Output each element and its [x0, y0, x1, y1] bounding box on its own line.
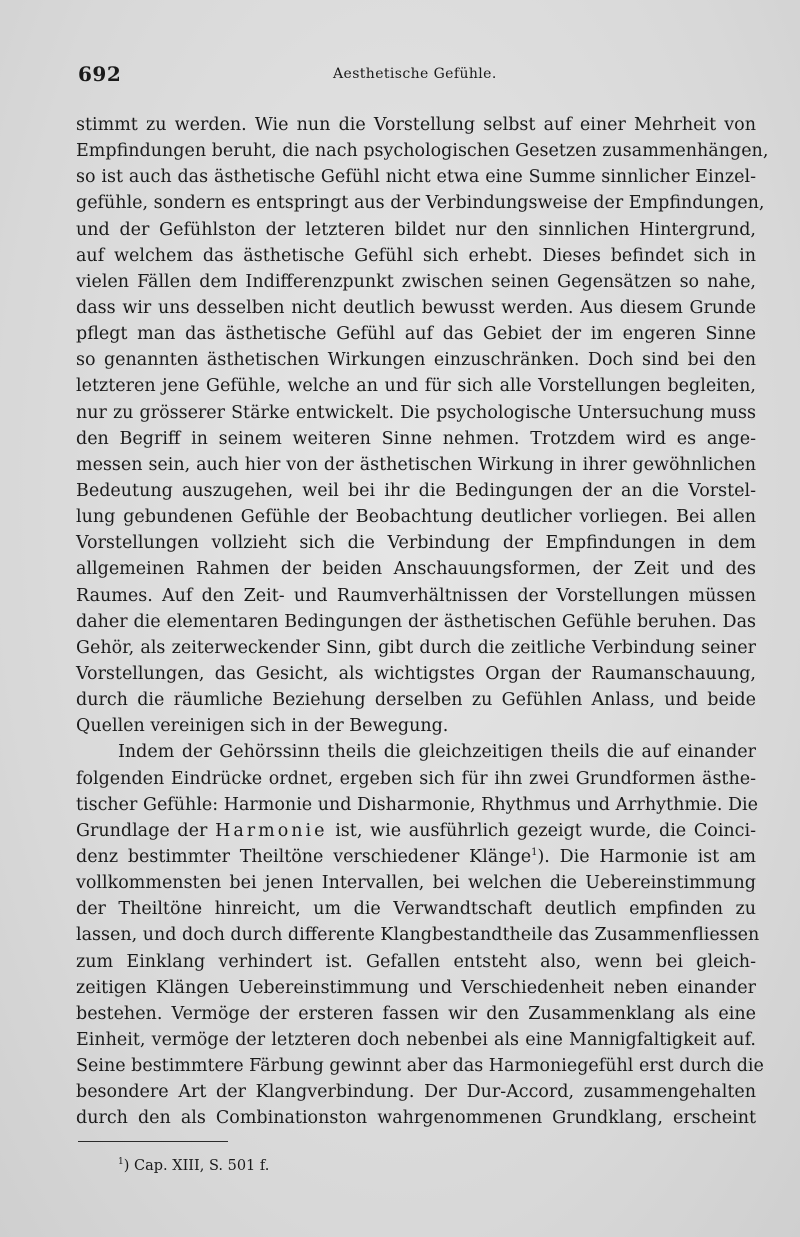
text-line: pflegt man das ästhetische Gefühl auf das Gebiet der im engeren Sinne: [76, 324, 756, 345]
footnote-marker: 1: [118, 1157, 124, 1168]
text-fragment: ist, wie ausführlich gezeigt wurde, die Coinci-: [327, 820, 756, 841]
text-line: stimmt zu werden. Wie nun die Vorstellung selbst auf einer Mehrheit von: [76, 115, 756, 135]
footnote-divider: [78, 1141, 228, 1142]
text-line: Raumes. Auf den Zeit- und Raumverhältnissen der Vorstellungen müssen: [76, 585, 756, 606]
text-line: durch den als Combinationston wahrgenommenen Grundklang, erscheint: [76, 1108, 756, 1129]
text-line: so genannten ästhetischen Wirkungen einzuschränken. Doch sind bei den: [76, 350, 756, 371]
text-fragment: Grundlage der: [76, 820, 216, 841]
text-line: Bedeutung auszugehen, weil bei ihr die Bedingungen der an die Vorstel-: [76, 480, 756, 501]
text-line: nur zu grösserer Stärke entwickelt. Die psychologische Untersuchung muss: [76, 402, 756, 423]
footnote-reference: 1: [531, 847, 538, 859]
text-line: messen sein, auch hier von der ästhetischen Wirkung in ihrer gewöhnlichen: [76, 454, 756, 475]
footnote: [118, 1158, 269, 1174]
emphasized-term: Harmonie: [215, 820, 328, 841]
text-line: lung gebundenen Gefühle der Beobachtung deutlicher vorliegen. Bei allen: [76, 507, 756, 528]
text-fragment: denz bestimmter Theiltöne verschiedener Klänge: [76, 846, 532, 867]
text-line: letzteren jene Gefühle, welche an und für sich alle Vorstellungen begleiten,: [76, 376, 756, 397]
footnote-text: ) Cap. XIII, S. 501 f.: [123, 1158, 270, 1174]
text-line: vollkommensten bei jenen Intervallen, bei welchen die Uebereinstimmung: [76, 873, 756, 894]
text-line: den Begriff in seinem weiteren Sinne nehmen. Trotzdem wird es ange-: [76, 428, 756, 449]
text-line: Seine bestimmtere Färbung gewinnt aber das Harmoniegefühl erst durch die: [76, 1056, 764, 1077]
text-line: [76, 844, 756, 870]
text-line: tischer Gefühle: Harmonie und Disharmonie, Rhythmus und Arrhythmie. Die: [76, 794, 759, 815]
running-head: Aesthetische Gefühle.: [333, 66, 497, 82]
text-line: daher die elementaren Bedingungen der ästhetischen Gefühle beruhen. Das: [76, 611, 756, 632]
text-line: lassen, und doch durch differente Klangbestandtheile das Zusammenfliessen: [76, 925, 760, 946]
text-line: Vorstellungen vollzieht sich die Verbindung der Empfindungen in dem: [76, 533, 756, 554]
text-line: so ist auch das ästhetische Gefühl nicht etwa eine Summe sinnlicher Einzel-: [76, 167, 756, 188]
text-line: dass wir uns desselben nicht deutlich bewusst werden. Aus diesem Grunde: [76, 297, 756, 318]
page-header: [78, 62, 758, 92]
text-line: und der Gefühlston der letzteren bildet nur den sinnlichen Hintergrund,: [76, 219, 756, 240]
text-line: auf welchem das ästhetische Gefühl sich erhebt. Dieses befindet sich in: [76, 245, 756, 266]
text-line: zum Einklang verhindert ist. Gefallen entsteht also, wenn bei gleich-: [76, 951, 756, 972]
text-line: besondere Art der Klangverbindung. Der Dur-Accord, zusammengehalten: [76, 1082, 756, 1103]
text-line: folgenden Eindrücke ordnet, ergeben sich für ihn zwei Grundformen ästhe-: [76, 768, 756, 789]
text-line: gefühle, sondern es entspringt aus der Verbindungsweise der Empfindungen,: [76, 193, 765, 214]
text-line: der Theiltöne hinreicht, um die Verwandtschaft deutlich empfinden zu: [76, 899, 756, 920]
body-text: [76, 112, 769, 1131]
text-line: Empfindungen beruht, die nach psychologischen Gesetzen zusammenhängen,: [76, 141, 769, 162]
text-line: Einheit, vermöge der letzteren doch nebenbei als eine Mannigfaltigkeit auf.: [76, 1029, 756, 1050]
text-fragment: ). Die Harmonie ist am: [537, 846, 756, 867]
text-line: bestehen. Vermöge der ersteren fassen wir den Zusammenklang als eine: [76, 1003, 756, 1024]
page-number: 692: [78, 62, 122, 86]
text-line: Gehör, als zeiterweckender Sinn, gibt durch die zeitliche Verbindung seiner: [76, 637, 756, 658]
text-line: durch die räumliche Beziehung derselben zu Gefühlen Anlass, und beide: [76, 690, 756, 711]
text-line: Quellen vereinigen sich in der Bewegung.: [76, 716, 449, 737]
text-line: allgemeinen Rahmen der beiden Anschauungsformen, der Zeit und des: [76, 559, 756, 580]
text-line: Vorstellungen, das Gesicht, als wichtigstes Organ der Raumanschauung,: [76, 663, 756, 684]
text-line: vielen Fällen dem Indifferenzpunkt zwischen seinen Gegensätzen so nahe,: [76, 271, 756, 292]
text-line: [76, 818, 756, 844]
text-line: Indem der Gehörssinn theils die gleichzeitigen theils die auf einander: [118, 742, 756, 763]
text-line: zeitigen Klängen Uebereinstimmung und Verschiedenheit neben einander: [76, 977, 756, 998]
